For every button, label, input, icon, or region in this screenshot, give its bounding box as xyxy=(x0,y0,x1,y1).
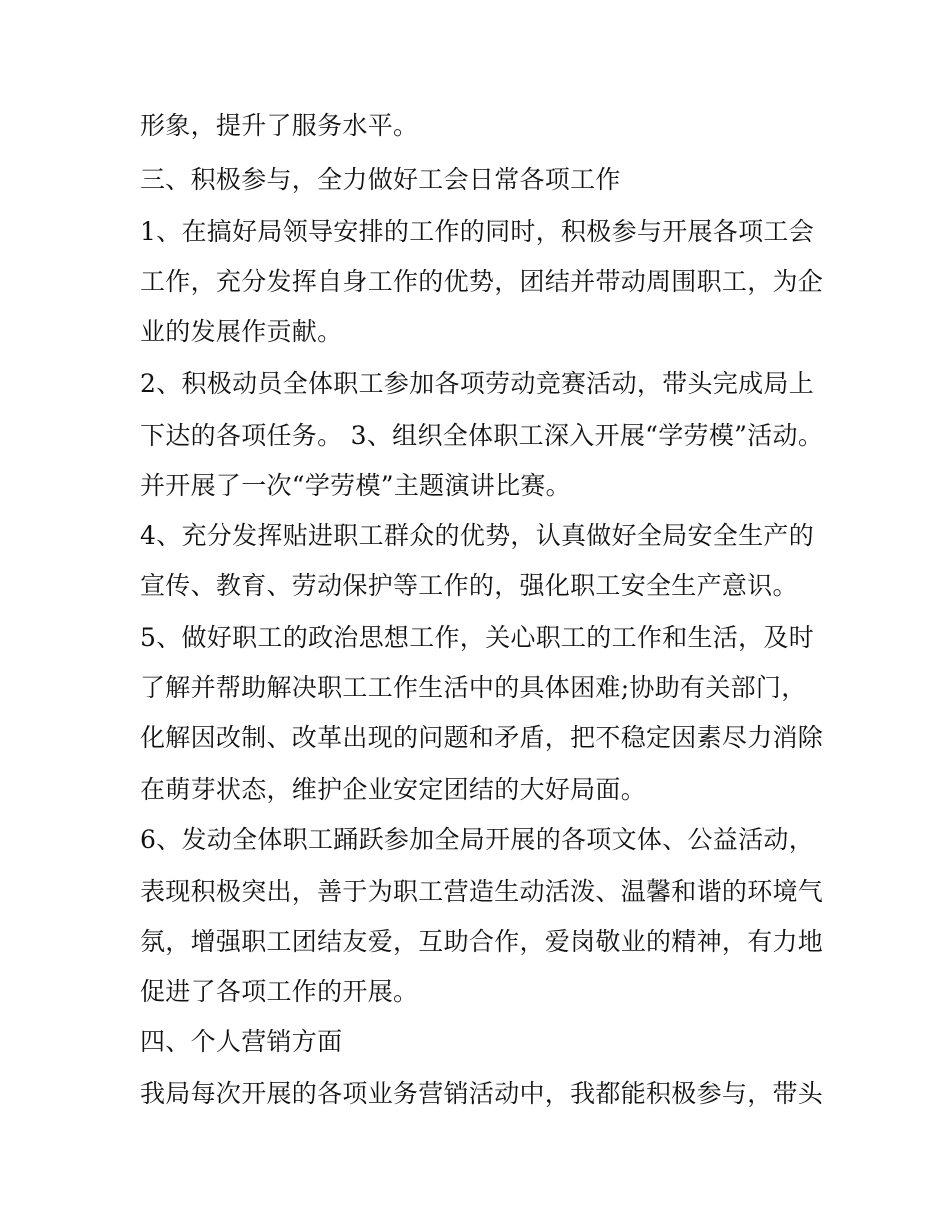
text-line: 1、在搞好局领导安排的工作的同时，积极参与开展各项工会 xyxy=(140,217,815,246)
text-line: 工作，充分发挥自身工作的优势，团结并带动周围职工，为企 xyxy=(140,267,824,296)
section-heading: 三、积极参与，全力做好工会日常各项工作 xyxy=(140,165,621,194)
section-heading: 四、个人营销方面 xyxy=(140,1027,343,1056)
text-line: 我局每次开展的各项业务营销活动中，我都能积极参与，带头 xyxy=(140,1079,824,1108)
text-line: 6、发动全体职工踊跃参加全局开展的各项文体、公益活动， xyxy=(140,825,815,854)
text-line: 在萌芽状态，维护企业安定团结的大好局面。 xyxy=(140,775,647,804)
text-line: 氛，增强职工团结友爱，互助合作，爱岗敬业的精神，有力地 xyxy=(140,927,824,956)
text-line: 形象，提升了服务水平。 xyxy=(140,111,419,140)
text-line: 4、充分发挥贴进职工群众的优势，认真做好全局安全生产的 xyxy=(140,521,815,550)
text-line: 2、积极动员全体职工参加各项劳动竞赛活动，带头完成局上 xyxy=(140,369,815,398)
text-line: 下达的各项任务。 3、组织全体职工深入开展“学劳模”活动。 xyxy=(140,421,824,450)
text-line: 表现积极突出，善于为职工营造生动活泼、温馨和谐的环境气 xyxy=(140,877,824,906)
text-line: 5、做好职工的政治思想工作，关心职工的工作和生活，及时 xyxy=(140,623,815,652)
text-line: 了解并帮助解决职工工作生活中的具体困难;协助有关部门， xyxy=(140,673,807,702)
text-line: 业的发展作贡献。 xyxy=(140,317,343,346)
text-line: 并开展了一次“学劳模”主题演讲比赛。 xyxy=(140,471,571,500)
text-line: 化解因改制、改革出现的问题和矛盾，把不稳定因素尽力消除 xyxy=(140,723,824,752)
text-line: 宣传、教育、劳动保护等工作的，强化职工安全生产意识。 xyxy=(140,571,798,600)
text-line: 促进了各项工作的开展。 xyxy=(140,977,419,1006)
